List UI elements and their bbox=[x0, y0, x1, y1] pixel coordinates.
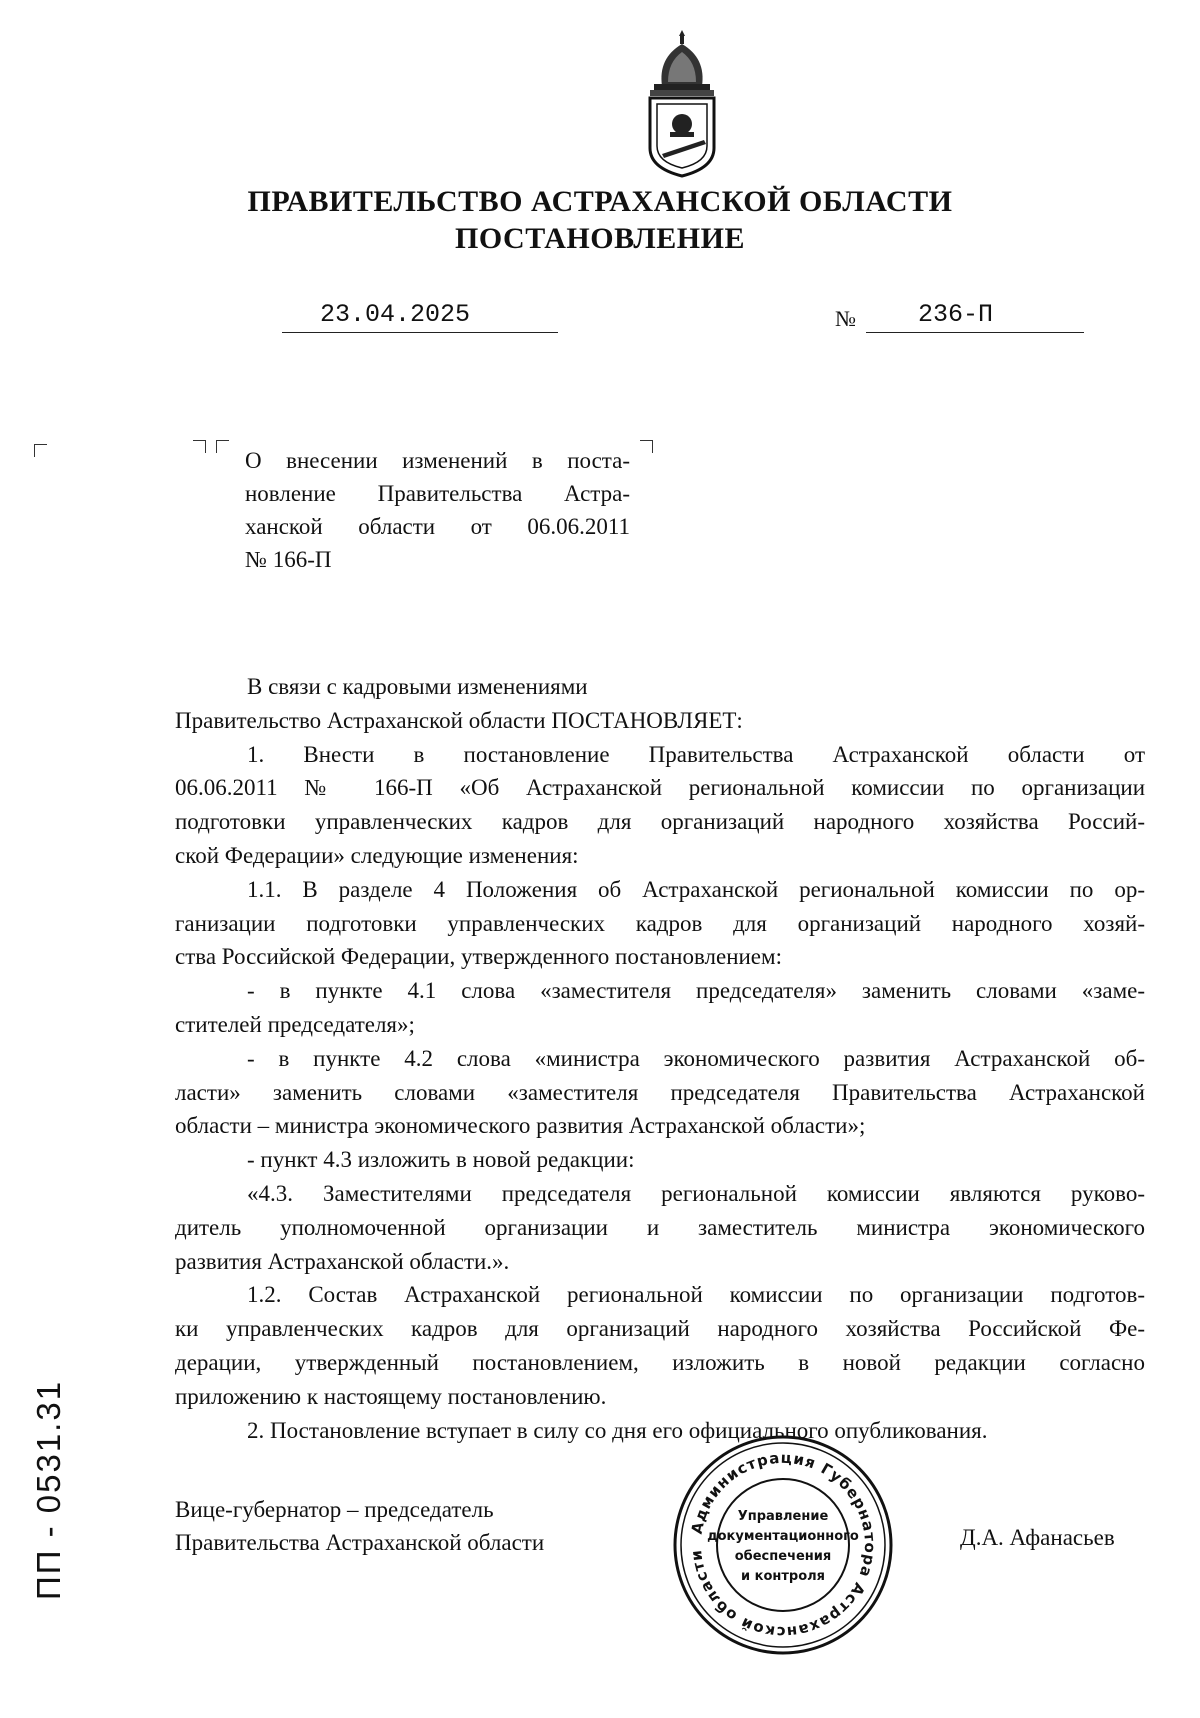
seal-outer-text: Администрация Губернатора Астраханской области bbox=[686, 1448, 880, 1642]
body-line: ки управленческих кадров для организаций народного хозяйства Российской Фе- bbox=[175, 1316, 1145, 1342]
document-date-field bbox=[282, 300, 558, 333]
document-type-title: ПОСТАНОВЛЕНИЕ bbox=[455, 222, 745, 255]
seal-inner-line: и контроля bbox=[740, 1569, 826, 1584]
seal-inner-line: документационного bbox=[707, 1529, 859, 1544]
position-line: Вице-губернатор – председатель bbox=[175, 1497, 494, 1522]
subject-line: новление Правительства Астра- bbox=[245, 481, 630, 506]
body-line: 1. Внести в постановление Правительства Астраханской области от bbox=[247, 741, 1145, 767]
body-line: ганизации подготовки управленческих кадров для организаций народного хозяй- bbox=[175, 910, 1145, 936]
body-line: В связи с кадровыми изменениями bbox=[247, 674, 588, 699]
number-sign: № bbox=[835, 306, 856, 331]
body-line: - в пункте 4.1 слова «заместителя председателя» заменить словами «заме- bbox=[247, 978, 1145, 1004]
organization-title: ПРАВИТЕЛЬСТВО АСТРАХАНСКОЙ ОБЛАСТИ bbox=[247, 185, 953, 218]
position-line: Правительства Астраханской области bbox=[175, 1530, 545, 1555]
subject-corner-mark bbox=[193, 440, 206, 453]
body-line: ской Федерации» следующие изменения: bbox=[175, 842, 579, 868]
body-line: Правительство Астраханской области ПОСТАНОВЛЯЕТ: bbox=[175, 707, 743, 733]
body-line: - пункт 4.3 изложить в новой редакции: bbox=[247, 1147, 635, 1173]
body-line: 2. Постановление вступает в силу со дня его официального опубликования. bbox=[247, 1417, 988, 1443]
seal-inner-line: обеспечения bbox=[734, 1549, 832, 1564]
document-subject bbox=[245, 444, 630, 576]
document-date: 23.04.2025 bbox=[320, 300, 471, 329]
subject-line: № 166-П bbox=[245, 547, 332, 572]
seal-inner-line: Управление bbox=[737, 1509, 829, 1524]
subject-line: ханской области от 06.06.2011 bbox=[245, 514, 630, 539]
body-line: области – министра экономического развития Астраханской области»; bbox=[175, 1113, 866, 1139]
body-line: дерации, утвержденный постановлением, изложить в новой редакции согласно bbox=[175, 1349, 1145, 1375]
document-number-field bbox=[866, 300, 1084, 333]
document-body bbox=[175, 670, 1145, 1447]
body-line: стителей председателя»; bbox=[175, 1011, 415, 1037]
subject-corner-mark bbox=[640, 440, 653, 453]
body-line: 1.1. В разделе 4 Положения об Астраханской региональной комиссии по ор- bbox=[247, 876, 1145, 902]
body-line: 06.06.2011 № 166-П «Об Астраханской региональной комиссии по организации bbox=[175, 775, 1145, 801]
svg-text:Администрация Губернатора Астр bbox=[687, 1449, 879, 1641]
official-seal bbox=[670, 1432, 896, 1658]
body-line: ласти» заменить словами «заместителя председателя Правительства Астраханской bbox=[175, 1079, 1145, 1105]
signatory-position bbox=[175, 1493, 544, 1559]
body-line: 1.2. Состав Астраханской региональной комиссии по организации подготов- bbox=[247, 1282, 1145, 1308]
body-line: ства Российской Федерации, утвержденного постановлением: bbox=[175, 944, 782, 970]
body-line: приложению к настоящему постановлению. bbox=[175, 1383, 607, 1409]
body-line: подготовки управленческих кадров для организаций народного хозяйства Россий- bbox=[175, 809, 1145, 835]
body-line: дитель уполномоченной организации и заместитель министра экономического bbox=[175, 1214, 1145, 1240]
margin-corner-mark bbox=[34, 444, 47, 457]
document-number: 236-П bbox=[918, 300, 994, 329]
body-line: «4.3. Заместителями председателя региональной комиссии являются руково- bbox=[247, 1180, 1145, 1206]
subject-corner-mark bbox=[216, 440, 229, 453]
signatory-name: Д.А. Афанасьев bbox=[960, 1525, 1115, 1550]
body-line: - в пункте 4.2 слова «министра экономического развития Астраханской об- bbox=[247, 1045, 1145, 1071]
side-registration-code: ПП - 0531.31 bbox=[30, 1379, 67, 1600]
body-line: развития Астраханской области.». bbox=[175, 1248, 510, 1274]
astrakhan-coat-of-arms-icon bbox=[640, 28, 724, 178]
subject-line: О внесении изменений в поста- bbox=[245, 448, 630, 473]
